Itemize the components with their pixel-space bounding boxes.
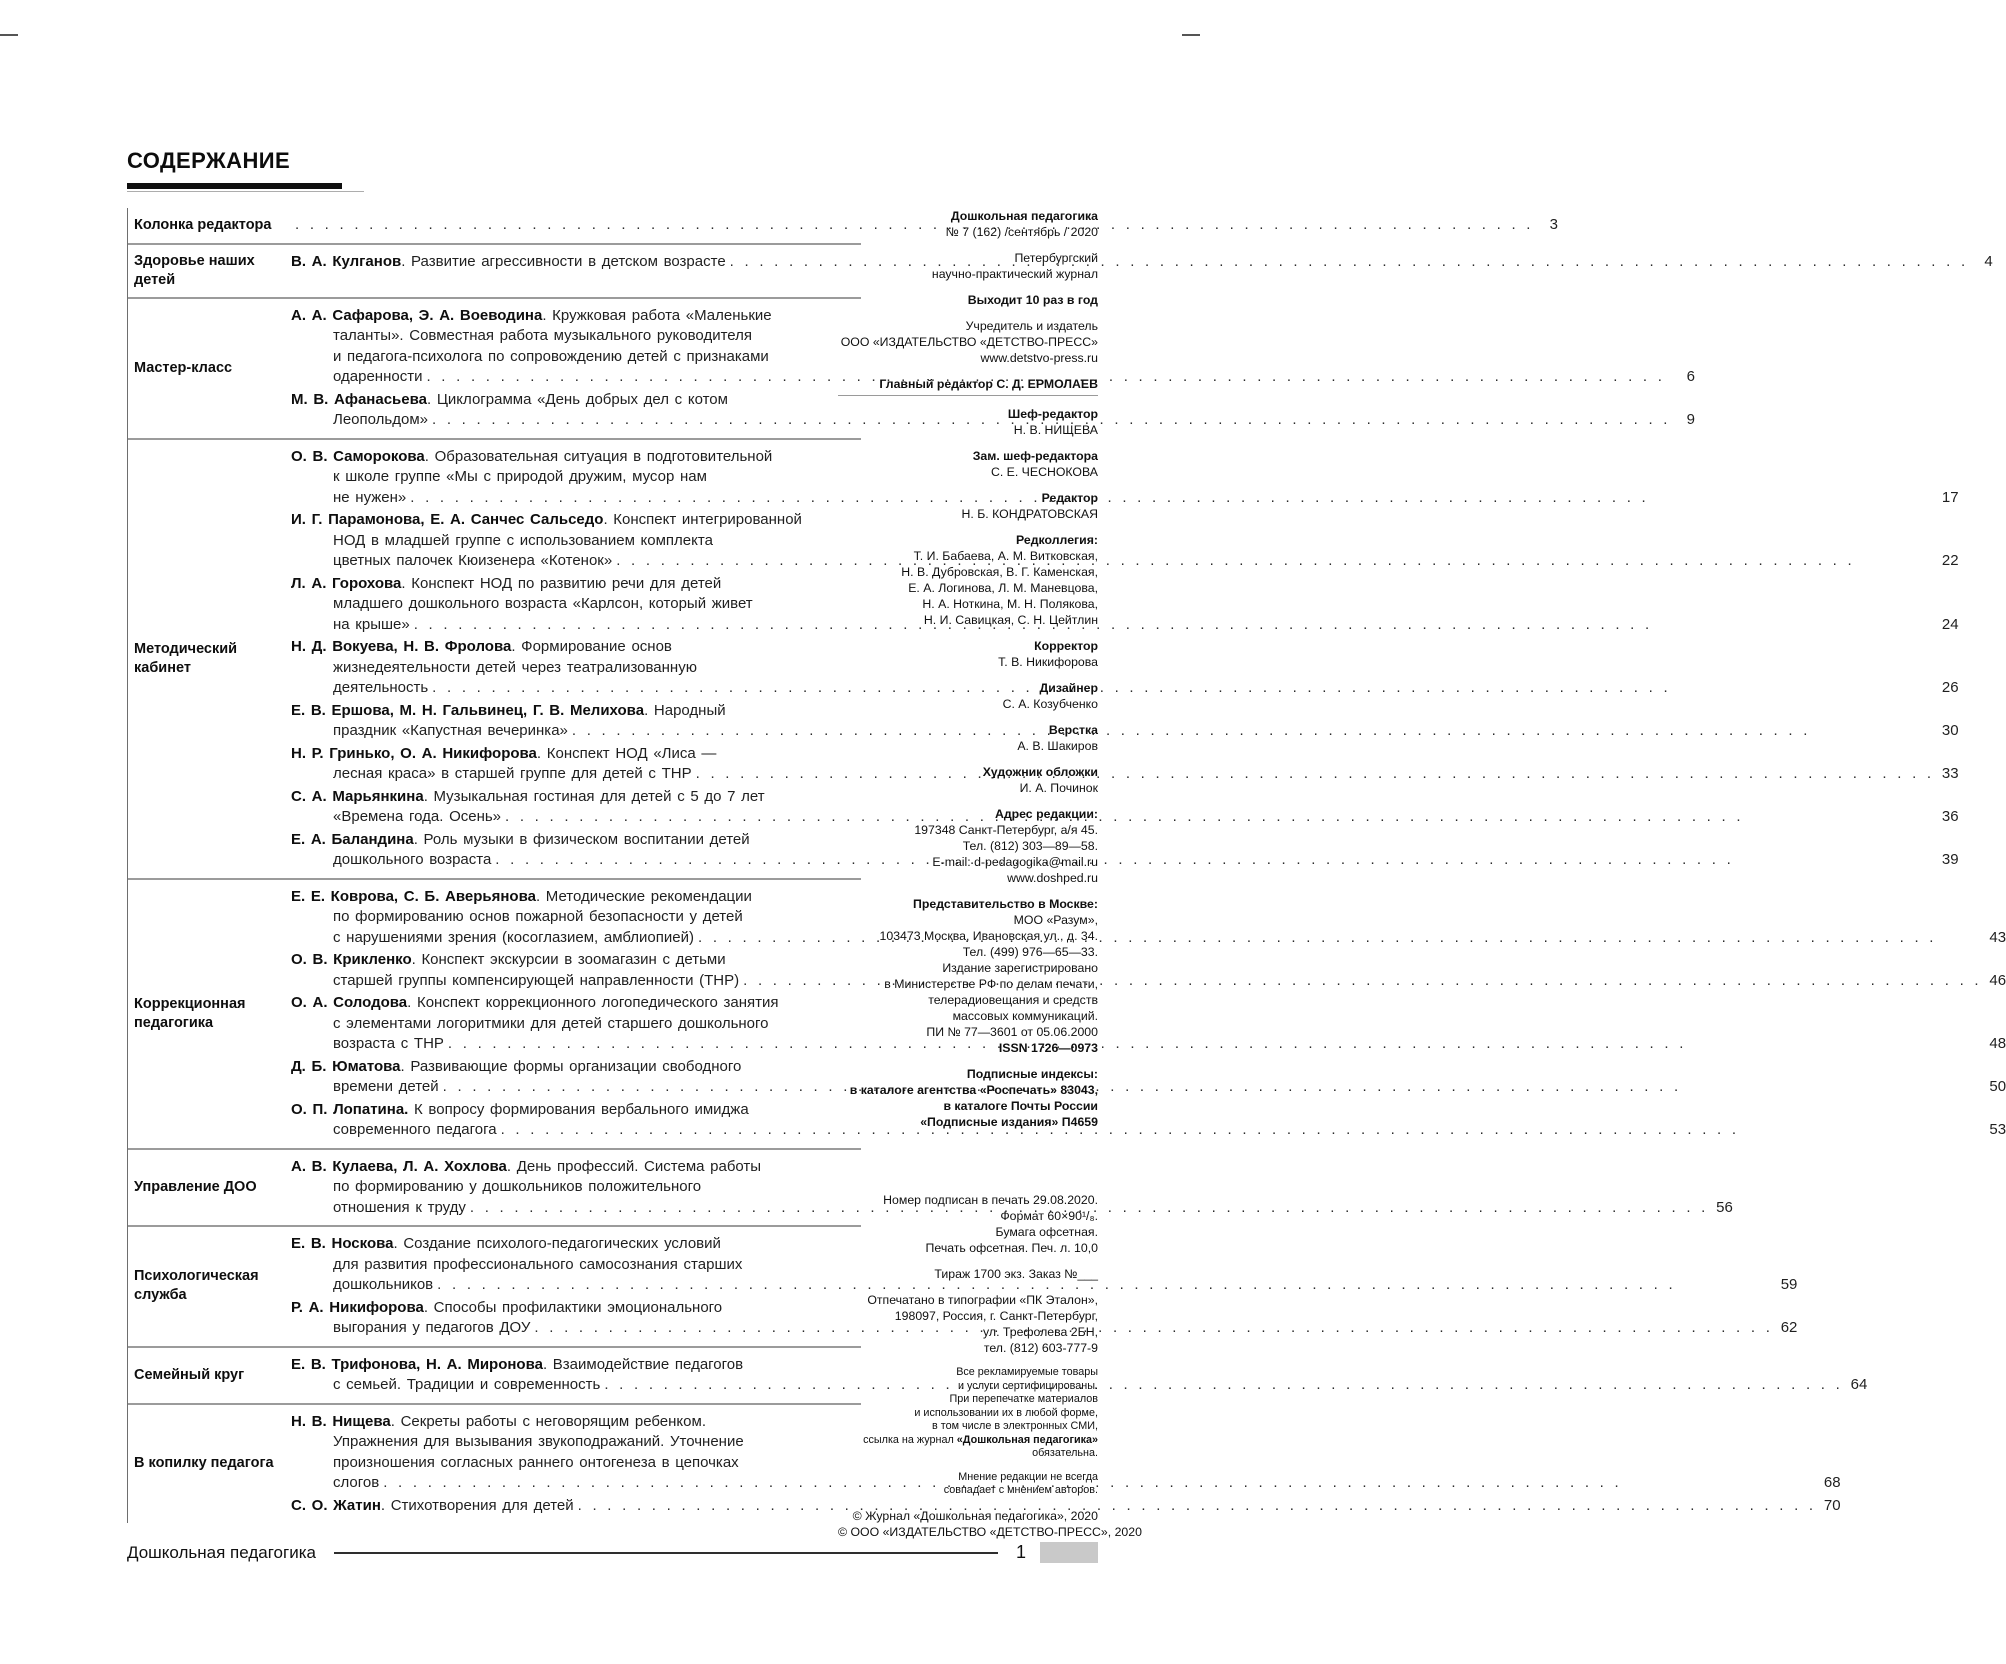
toc-entry bbox=[291, 993, 2006, 1055]
entry-title-text: Н. Д. Вокуева, Н. В. Фролова. Формирование основ bbox=[291, 638, 672, 655]
toc-entry-line: с элементами логоритмики для детей старшего дошкольного bbox=[333, 1014, 769, 1032]
masthead-line: в каталоге агентства «Роспечать» 83043, bbox=[849, 1083, 1098, 1097]
toc-section-label: Семейный круг bbox=[134, 1366, 245, 1383]
masthead-block bbox=[838, 722, 1098, 754]
masthead-line-segment: ссылка на журнал bbox=[863, 1433, 957, 1446]
masthead-block bbox=[838, 638, 1098, 670]
masthead-line: Корректор bbox=[1034, 639, 1098, 653]
entry-page-number: 22 bbox=[1941, 552, 1959, 569]
entry-page-number: 48 bbox=[1989, 1035, 2006, 1052]
toc-entry-line bbox=[291, 744, 1959, 765]
toc-entry-line bbox=[291, 1100, 2006, 1121]
entry-page-number: 64 bbox=[1850, 1376, 1868, 1393]
masthead-line: 198097, Россия, г. Санкт-Петербург, bbox=[894, 1309, 1098, 1323]
entry-author: Е. В. Ершова, М. Н. Гальвинец, Г. В. Мелихова bbox=[291, 701, 645, 719]
entry-page-number: 68 bbox=[1823, 1474, 1841, 1491]
entry-title-text: Е. В. Трифонова, Н. А. Миронова. Взаимодействие педагогов bbox=[291, 1355, 744, 1373]
masthead-block bbox=[838, 318, 1098, 366]
entry-title-text: М. В. Афанасьева. Циклограмма «День добрых дел с котом bbox=[291, 390, 728, 408]
entry-title-text: С. О. Жатин. Стихотворения для детей bbox=[291, 1496, 574, 1514]
masthead-line: и использовании их в любой форме, bbox=[914, 1406, 1098, 1419]
entry-page-number: 33 bbox=[1941, 765, 1959, 782]
dots-leader bbox=[448, 1034, 1981, 1055]
entry-page-number: 6 bbox=[1686, 368, 1695, 385]
dots-leader bbox=[572, 721, 1934, 742]
toc-entry bbox=[291, 950, 2006, 991]
entry-page-number: 43 bbox=[1989, 928, 2006, 946]
toc-entry bbox=[291, 574, 1959, 636]
journal-info-column bbox=[838, 208, 1142, 1540]
entry-author: Е. В. Трифонова, Н. А. Миронова bbox=[291, 1355, 543, 1373]
entry-title-text: на крыше» bbox=[333, 615, 410, 633]
masthead-block bbox=[838, 250, 1098, 282]
entry-author: Д. Б. Юматова bbox=[291, 1057, 401, 1075]
dots-leader bbox=[616, 551, 1933, 572]
masthead-line: 103473 Москва, Ивановская ул., д. 34. bbox=[879, 929, 1098, 943]
masthead-line: Редколлегия: bbox=[1016, 533, 1098, 547]
crop-mark-top-right bbox=[1182, 34, 1200, 36]
masthead-block bbox=[838, 292, 1098, 308]
masthead-line: Бумага офсетная. bbox=[995, 1225, 1098, 1239]
toc-entry-line: таланты». Совместная работа музыкального руководителя bbox=[333, 327, 752, 344]
masthead-line: Е. А. Логинова, Л. М. Маневцова, bbox=[908, 581, 1098, 595]
toc-entry-line: и педагога-психолога по сопровождению детей с признаками bbox=[333, 347, 769, 365]
masthead-block bbox=[838, 406, 1098, 438]
toc-entry bbox=[291, 637, 1959, 699]
toc-section-label: В копилку педагога bbox=[134, 1455, 274, 1472]
entry-author: О. П. Лопатина. bbox=[291, 1100, 409, 1118]
entry-title-text: С. А. Марьянкина. Музыкальная гостиная для детей с 5 до 7 лет bbox=[291, 787, 765, 805]
toc-entry bbox=[291, 510, 1959, 572]
entry-title-text: Р. А. Никифорова. Способы профилактики эмоционального bbox=[291, 1298, 723, 1316]
entry-author: А. В. Кулаева, Л. А. Хохлова bbox=[291, 1157, 507, 1175]
toc-entry-line: Упражнения для вызывания звукоподражаний. Уточнение bbox=[333, 1433, 744, 1450]
toc-entry-line bbox=[291, 252, 1993, 273]
entry-page-number: 24 bbox=[1941, 615, 1959, 633]
toc-entry-line bbox=[291, 764, 1959, 785]
masthead-line: Дошкольная педагогика bbox=[950, 209, 1098, 223]
masthead-line: тел. (812) 603-777-9 bbox=[983, 1341, 1098, 1355]
masthead-line: www.doshped.ru bbox=[1007, 871, 1098, 885]
masthead-block bbox=[838, 1292, 1098, 1356]
toc-entry-line bbox=[291, 615, 1959, 636]
entry-title-text: Л. А. Горохова. Конспект НОД по развитию речи для детей bbox=[291, 574, 722, 592]
masthead-line bbox=[838, 1434, 1098, 1448]
masthead-block bbox=[838, 680, 1098, 712]
entry-page-number: 50 bbox=[1989, 1078, 2006, 1095]
toc-section-label: Коррекционная педагогика bbox=[134, 995, 246, 1031]
title-underline-thick bbox=[127, 183, 342, 189]
entry-page-number: 3 bbox=[1549, 216, 1558, 233]
entry-title-text: времени детей bbox=[333, 1078, 439, 1095]
toc-entry-line bbox=[291, 928, 2006, 949]
masthead-line: www.detstvo-press.ru bbox=[980, 351, 1098, 365]
entry-author: Л. А. Горохова bbox=[291, 574, 402, 592]
entry-title-text: А. В. Кулаева, Л. А. Хохлова. День профессий. Система работы bbox=[291, 1157, 762, 1175]
masthead-line: № 7 (162) /сентябрь / 2020 bbox=[945, 225, 1098, 239]
entry-page-number: 26 bbox=[1941, 679, 1959, 696]
masthead-block bbox=[838, 490, 1098, 522]
masthead-line: Формат 60×90¹/₈. bbox=[1000, 1209, 1098, 1223]
masthead-line: © Журнал «Дошкольная педагогика», 2020 bbox=[852, 1508, 1098, 1523]
entry-author: С. О. Жатин bbox=[291, 1496, 381, 1514]
masthead-block bbox=[838, 208, 1098, 240]
masthead-line: ООО «ИЗДАТЕЛЬСТВО «ДЕТСТВО-ПРЕСС» bbox=[840, 335, 1098, 349]
entry-author: О. А. Солодова bbox=[291, 994, 408, 1011]
toc-entry-line bbox=[291, 993, 2006, 1014]
entry-page-number: 39 bbox=[1941, 851, 1959, 868]
masthead-block bbox=[838, 1066, 1098, 1130]
entry-page-number: 17 bbox=[1941, 488, 1959, 506]
masthead-line: Редактор bbox=[1041, 491, 1098, 505]
masthead-line: Главный редактор С. Д. ЕРМОЛАЕВ bbox=[879, 377, 1098, 391]
masthead-line: © ООО «ИЗДАТЕЛЬСТВО «ДЕТСТВО-ПРЕСС», 2020 bbox=[838, 1524, 1142, 1539]
toc-entry bbox=[291, 887, 2006, 949]
masthead-line: И. А. Починок bbox=[1019, 781, 1098, 795]
entry-title-text: выгорания у педагогов ДОУ bbox=[333, 1319, 531, 1336]
entry-title-text: цветных палочек Кюизенера «Котенок» bbox=[333, 552, 613, 569]
entry-page-number: 70 bbox=[1823, 1496, 1841, 1514]
masthead-line: 197348 Санкт-Петербург, а/я 45. bbox=[914, 823, 1098, 837]
footer-journal-name: Дошкольная педагогика bbox=[127, 1542, 316, 1562]
entry-title-text: лесная краса» в старшей группе для детей с ТНР bbox=[333, 765, 692, 782]
masthead-block bbox=[838, 1192, 1098, 1256]
page-title: СОДЕРЖАНИЕ bbox=[127, 148, 291, 173]
entry-title-text: Е. В. Ершова, М. Н. Гальвинец, Г. В. Мелихова. Народный bbox=[291, 701, 726, 719]
entry-author: О. В. Крикленко bbox=[291, 951, 412, 968]
masthead-line: телерадиовещания и средств bbox=[928, 993, 1098, 1007]
masthead-line: Номер подписан в печать 29.08.2020. bbox=[883, 1193, 1098, 1207]
masthead-line: Н. В. Дубровская, В. Г. Каменская, bbox=[901, 565, 1098, 579]
toc-entry-line: НОД в младшей группе с использованием комплекта bbox=[333, 531, 713, 549]
toc-entry-line bbox=[291, 1057, 2006, 1078]
dots-leader bbox=[604, 1375, 1842, 1396]
entry-author: Р. А. Никифорова bbox=[291, 1298, 424, 1316]
toc-entry-line bbox=[291, 1077, 2006, 1098]
dots-leader bbox=[437, 1275, 1772, 1296]
masthead-line: Дизайнер bbox=[1039, 681, 1098, 695]
masthead-line: Тел. (499) 976—65—33. bbox=[962, 945, 1098, 959]
toc-section-label: Управление ДОО bbox=[134, 1178, 257, 1195]
entry-title-text: О. В. Саморокова. Образовательная ситуация в подготовительной bbox=[291, 447, 773, 465]
entry-title-text: старшей группы компенсирующей направленности (ТНР) bbox=[333, 971, 740, 989]
masthead-line: Адрес редакции: bbox=[994, 807, 1098, 821]
entry-author: Н. Р. Гринько, О. А. Никифорова bbox=[291, 744, 537, 762]
masthead-line: E-mail: d-pedagogika@mail.ru bbox=[932, 855, 1098, 869]
toc-section-label: Психологическая служба bbox=[134, 1268, 259, 1304]
masthead-line: Печать офсетная. Печ. л. 10,0 bbox=[925, 1241, 1098, 1255]
entry-author: И. Г. Парамонова, Е. А. Санчес Сальседо bbox=[291, 511, 604, 528]
masthead-line: С. Е. ЧЕСНОКОВА bbox=[990, 465, 1098, 479]
title-underline-thin bbox=[127, 191, 364, 192]
entry-page-number: 36 bbox=[1941, 808, 1959, 825]
toc-entry bbox=[291, 701, 1959, 742]
entry-page-number: 4 bbox=[1984, 252, 1993, 270]
entry-page-number: 30 bbox=[1941, 722, 1959, 739]
masthead-block bbox=[838, 1471, 1098, 1498]
entry-author: С. А. Марьянкина bbox=[291, 787, 424, 805]
entry-author: А. А. Сафарова, Э. А. Воеводина bbox=[291, 306, 543, 324]
toc-entry-line: младшего дошкольного возраста «Карлсон, который живет bbox=[333, 595, 753, 612]
entry-title-text: с нарушениями зрения (косоглазием, амблиопией) bbox=[333, 928, 694, 946]
page-title-block bbox=[127, 148, 364, 192]
masthead-block bbox=[838, 376, 1098, 396]
entry-title-text: И. Г. Парамонова, Е. А. Санчес Сальседо. Конспект интегрированной bbox=[291, 511, 802, 528]
toc-entry-line bbox=[291, 807, 1959, 828]
toc-entry-line bbox=[291, 574, 1959, 595]
masthead-line: Выходит 10 раз в год bbox=[967, 293, 1098, 307]
entry-page-number: 9 bbox=[1686, 411, 1695, 428]
entry-title-text: дошкольников bbox=[333, 1276, 434, 1293]
masthead-line: ПИ № 77—3601 от 05.06.2000 bbox=[926, 1025, 1098, 1039]
masthead-line: и услуги сертифицированы. bbox=[957, 1379, 1098, 1392]
entry-author: В. А. Кулганов bbox=[291, 252, 402, 270]
toc-entry-line bbox=[291, 721, 1959, 742]
entry-title-text: О. П. Лопатина. К вопросу формирования вербального имиджа bbox=[291, 1100, 749, 1118]
masthead-line: Отпечатано в типографии «ПК Эталон», bbox=[867, 1293, 1098, 1307]
toc-entry bbox=[291, 1100, 2006, 1141]
masthead-block bbox=[838, 1266, 1098, 1282]
entry-title-text: праздник «Капустная вечеринка» bbox=[333, 722, 568, 739]
masthead-line: А. В. Шакиров bbox=[1017, 739, 1098, 753]
toc-entry-line: по формированию у дошкольников положительного bbox=[333, 1178, 702, 1195]
dots-leader bbox=[501, 1120, 1982, 1141]
entry-author: М. В. Афанасьева bbox=[291, 390, 427, 408]
entry-author: Е. Е. Коврова, С. Б. Аверьянова bbox=[291, 887, 536, 905]
entry-page-number: 59 bbox=[1780, 1276, 1798, 1293]
entry-title-text: А. А. Сафарова, Э. А. Воеводина. Кружковая работа «Маленькие bbox=[291, 306, 772, 324]
toc-entry bbox=[291, 447, 1959, 509]
entry-title-text: Е. Е. Коврова, С. Б. Аверьянова. Методические рекомендации bbox=[291, 887, 752, 905]
masthead-line: Учредитель и издатель bbox=[965, 319, 1098, 333]
masthead-line: совпадает с мнением авторов. bbox=[943, 1484, 1098, 1496]
toc-entry-line bbox=[291, 950, 2006, 971]
entry-author: Н. В. Нищева bbox=[291, 1412, 391, 1430]
entry-title-text: не нужен» bbox=[333, 488, 407, 506]
footer-page-number: 1 bbox=[1015, 1542, 1026, 1562]
dots-leader bbox=[534, 1318, 1772, 1339]
entry-title-text: В. А. Кулганов. Развитие агрессивности в детском возрасте bbox=[291, 252, 726, 270]
masthead-line: «Подписные издания» П4659 bbox=[920, 1115, 1098, 1129]
masthead-line: ул. Трефолева 2БН, bbox=[983, 1325, 1098, 1339]
entry-title-text: Д. Б. Юматова. Развивающие формы организации свободного bbox=[291, 1057, 742, 1075]
toc-entry-line: по формированию основ пожарной безопасности у детей bbox=[333, 908, 743, 925]
masthead-line: При перепечатке материалов bbox=[949, 1393, 1098, 1405]
masthead-line: С. А. Козубченко bbox=[1002, 697, 1098, 711]
dots-leader bbox=[443, 1077, 1981, 1098]
dots-leader bbox=[495, 850, 1933, 871]
entry-author: Е. В. Носкова bbox=[291, 1235, 394, 1252]
masthead-line: Н. И. Савицкая, С. Н. Цейтлин bbox=[923, 613, 1098, 627]
masthead-block bbox=[838, 1508, 1142, 1540]
masthead-line: Издание зарегистрировано bbox=[942, 961, 1098, 975]
masthead-line: Н. В. НИЩЕВА bbox=[1013, 423, 1098, 437]
dots-leader bbox=[383, 1470, 1815, 1494]
masthead-block bbox=[838, 448, 1098, 480]
toc-section-entries bbox=[291, 252, 1993, 290]
entry-title-text: современного педагога bbox=[333, 1121, 497, 1138]
toc-entry bbox=[291, 744, 1959, 785]
toc-entry bbox=[291, 830, 1959, 871]
toc-entry-line bbox=[291, 850, 1959, 871]
masthead-line-segment: «Дошкольная педагогика» bbox=[956, 1433, 1098, 1446]
masthead-block bbox=[838, 532, 1098, 628]
crop-mark-top-left bbox=[0, 34, 18, 36]
entry-title-text: Е. А. Баландина. Роль музыки в физическом воспитании детей bbox=[291, 830, 750, 848]
entry-page-number: 62 bbox=[1780, 1319, 1798, 1336]
entry-title-text: Н. В. Нищева. Секреты работы с неговорящим ребенком. bbox=[291, 1412, 706, 1430]
entry-author: О. В. Саморокова bbox=[291, 447, 425, 465]
masthead-line: Верстка bbox=[1048, 723, 1098, 737]
toc-entry-line bbox=[291, 830, 1959, 851]
masthead-line: Петербургский bbox=[1014, 251, 1098, 265]
entry-title-text: дошкольного возраста bbox=[333, 851, 492, 868]
toc-entry-line bbox=[291, 551, 1959, 572]
toc-entry-line: жизнедеятельности детей через театрализованную bbox=[333, 658, 697, 676]
masthead-line: Н. Б. КОНДРАТОВСКАЯ bbox=[961, 507, 1098, 521]
toc-entry-line bbox=[291, 488, 1959, 509]
toc-section-label: Колонка редактора bbox=[134, 216, 272, 233]
masthead-line: Т. В. Никифорова bbox=[998, 655, 1098, 669]
dots-leader bbox=[578, 1496, 1816, 1517]
toc-entry bbox=[291, 787, 1959, 828]
toc-entry-line bbox=[291, 510, 1959, 531]
entry-title-text: Е. В. Носкова. Создание психолого-педагогических условий bbox=[291, 1235, 721, 1252]
masthead-line: Подписные индексы: bbox=[966, 1067, 1098, 1081]
masthead-line: Шеф-редактор bbox=[1007, 407, 1098, 421]
masthead-line: в том числе в электронных СМИ, bbox=[932, 1420, 1098, 1432]
entry-title-text: с семьей. Традиции и современность bbox=[333, 1376, 601, 1393]
toc-entry-line: к школе группе «Мы с природой дружим, мусор нам bbox=[333, 468, 707, 485]
entry-title-text: Леопольдом» bbox=[333, 411, 428, 428]
masthead-line: Мнение редакции не всегда bbox=[958, 1470, 1098, 1483]
masthead-line: ISSN 1726—0973 bbox=[998, 1041, 1098, 1055]
dots-leader bbox=[432, 678, 1933, 699]
masthead-line: Тел. (812) 303—89—58. bbox=[962, 839, 1098, 853]
toc-section-label: Здоровье наших детей bbox=[134, 252, 255, 288]
toc-entry-line bbox=[291, 1034, 2006, 1055]
footer-rule bbox=[334, 1552, 998, 1554]
toc-entry-line: произношения согласных раннего онтогенеза в цепочках bbox=[333, 1453, 739, 1471]
toc-entry-line: для развития профессионального самосознания старших bbox=[333, 1255, 743, 1273]
dots-leader bbox=[505, 807, 1934, 828]
toc-entry-line bbox=[291, 447, 1959, 468]
masthead-line: в каталоге Почты России bbox=[943, 1099, 1098, 1113]
masthead-line: Художник обложки bbox=[982, 765, 1098, 779]
footer bbox=[127, 1542, 1098, 1563]
toc-section-label: Методический кабинет bbox=[134, 640, 238, 676]
entry-title-text: слогов bbox=[333, 1474, 380, 1491]
masthead-line: Представительство в Москве: bbox=[913, 897, 1098, 911]
masthead-line: Зам. шеф-редактора bbox=[972, 449, 1098, 463]
toc-entry-line bbox=[291, 678, 1959, 699]
entry-author: Н. Д. Вокуева, Н. В. Фролова bbox=[291, 638, 512, 655]
masthead-line: МОО «Разум», bbox=[1013, 913, 1098, 927]
masthead-line: Т. И. Бабаева, А. М. Витковская, bbox=[913, 549, 1098, 563]
footer-gray-tab bbox=[1040, 1542, 1098, 1563]
dots-leader bbox=[410, 488, 1933, 509]
toc-entry-line bbox=[291, 887, 2006, 908]
entry-page-number: 53 bbox=[1989, 1121, 2006, 1138]
entry-title-text: О. В. Крикленко. Конспект экскурсии в зоомагазин с детьми bbox=[291, 951, 726, 968]
dots-leader bbox=[414, 615, 1934, 636]
toc-entry bbox=[291, 252, 1993, 273]
masthead-line: в Министерстве РФ по делам печати, bbox=[884, 977, 1098, 991]
toc-entry-line bbox=[291, 701, 1959, 722]
masthead-line: Все рекламируемые товары bbox=[956, 1366, 1098, 1378]
masthead-line: научно-практический журнал bbox=[931, 267, 1098, 281]
entry-title-text: возраста с ТНР bbox=[333, 1035, 444, 1052]
entry-page-number: 46 bbox=[1989, 971, 2006, 989]
toc-entry-line bbox=[291, 971, 2006, 992]
masthead-block bbox=[838, 806, 1098, 886]
masthead-line: Тираж 1700 экз. Заказ №___ bbox=[934, 1267, 1098, 1281]
entry-author: Е. А. Баландина bbox=[291, 830, 414, 848]
masthead-line: массовых коммуникаций. bbox=[952, 1009, 1098, 1023]
toc-entry-line bbox=[291, 1120, 2006, 1141]
toc-section-label: Мастер-класс bbox=[134, 359, 233, 376]
toc-section-entries bbox=[291, 447, 1959, 871]
masthead-line: Н. А. Ноткина, М. Н. Полякова, bbox=[922, 597, 1098, 611]
masthead-block bbox=[838, 896, 1098, 1056]
toc-section-entries bbox=[291, 887, 2006, 1141]
masthead-block bbox=[838, 1366, 1098, 1461]
entry-title-text: О. А. Солодова. Конспект коррекционного логопедического занятия bbox=[291, 994, 779, 1011]
entry-title-text: отношения к труду bbox=[333, 1198, 466, 1216]
entry-title-text: Н. Р. Гринько, О. А. Никифорова. Конспект НОД «Лиса — bbox=[291, 744, 717, 762]
entry-page-number: 56 bbox=[1716, 1198, 1733, 1216]
entry-title-text: одаренности bbox=[333, 368, 423, 385]
toc-entry bbox=[291, 1057, 2006, 1098]
masthead-block bbox=[838, 764, 1098, 796]
entry-title-text: «Времена года. Осень» bbox=[333, 808, 502, 825]
toc-entry-line bbox=[291, 637, 1959, 658]
toc-entry-line bbox=[291, 787, 1959, 808]
entry-title-text: деятельность bbox=[333, 679, 429, 696]
masthead-line: обязательна. bbox=[1032, 1447, 1098, 1459]
